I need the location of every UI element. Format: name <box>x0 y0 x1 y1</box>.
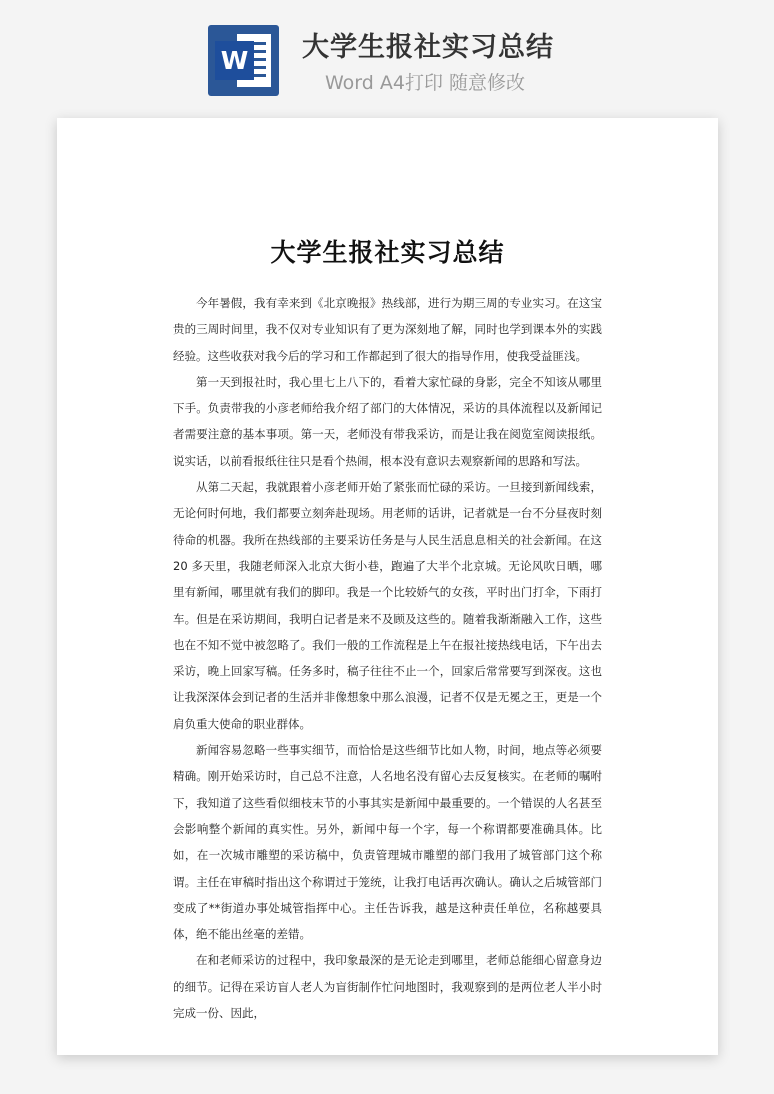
document-body <box>173 290 602 1026</box>
header-title: 大学生报社实习总结 <box>302 32 554 63</box>
word-letter-badge: W <box>215 41 254 80</box>
document-page <box>57 118 718 1055</box>
header-subtitle: Word A4打印 随意修改 <box>325 72 526 94</box>
header <box>0 0 774 110</box>
paragraph-3: 从第二天起，我就跟着小彦老师开始了紧张而忙碌的采访。一旦接到新闻线索，无论何时何地，我们都要立刻奔赴现场。用老师的话讲，记者就是一台不分昼夜时刻待命的机器。我所在热线部的主要采访任务是与人民生活息息相关的社会新闻。在这 20 多天里，我随老师深入北京大街小巷，跑遍了大半个北京城。无论风吹日晒，哪里有新闻，哪里就有我们的脚印。我是一个比较娇气的女孩，平时出门打伞，下雨打车。但是在采访期间，我明白记者是来不及顾及这些的。随着我渐渐融入工作，这些也在不知不觉中被忽略了。我们一般的工作流程是上午在报社接热线电话，下午出去采访，晚上回家写稿。任务多时，稿子往往不止一个，回家后常常要写到深夜。这也让我深深体会到记者的生活并非像想象中那么浪漫，记者不仅是无冕之王，更是一个肩负重大使命的职业群体。 <box>173 480 602 731</box>
paragraph-1: 今年暑假，我有幸来到《北京晚报》热线部，进行为期三周的专业实习。在这宝贵的三周时间里，我不仅对专业知识有了更为深刻地了解，同时也学到课本外的实践经验。这些收获对我今后的学习和工作都起到了很大的指导作用，使我受益匪浅。 <box>173 296 602 363</box>
word-doc-icon <box>208 25 279 96</box>
paragraph-4: 新闻容易忽略一些事实细节，而恰恰是这些细节比如人物，时间，地点等必须要精确。刚开始采访时，自己总不注意，人名地名没有留心去反复核实。在老师的嘱咐下，我知道了这些看似细枝末节的小事其实是新闻中最重要的。一个错误的人名甚至会影响整个新闻的真实性。另外，新闻中每一个字，每一个称谓都要准确具体。比如，在一次城市雕塑的采访稿中，负责管理城市雕塑的部门我用了城管部门这个称谓。主任在审稿时指出这个称谓过于笼统，让我打电话再次确认。确认之后城管部门变成了**街道办事处城管指挥中心。主任告诉我，越是这种责任单位，名称越要具体，绝不能出丝毫的差错。 <box>173 743 602 942</box>
paragraph-2: 第一天到报社时，我心里七上八下的，看着大家忙碌的身影，完全不知该从哪里下手。负责带我的小彦老师给我介绍了部门的大体情况，采访的具体流程以及新闻记者需要注意的基本事项。第一天，老师没有带我采访，而是让我在阅览室阅读报纸。说实话，以前看报纸往往只是看个热闹，根本没有意识去观察新闻的思路和写法。 <box>173 374 602 468</box>
document-title: 大学生报社实习总结 <box>270 238 505 267</box>
paragraph-5: 在和老师采访的过程中，我印象最深的是无论走到哪里，老师总能细心留意身边的细节。记得在采访盲人老人为盲街制作忙问地图时，我观察到的是两位老人半小时完成一份、因此， <box>173 953 602 1021</box>
